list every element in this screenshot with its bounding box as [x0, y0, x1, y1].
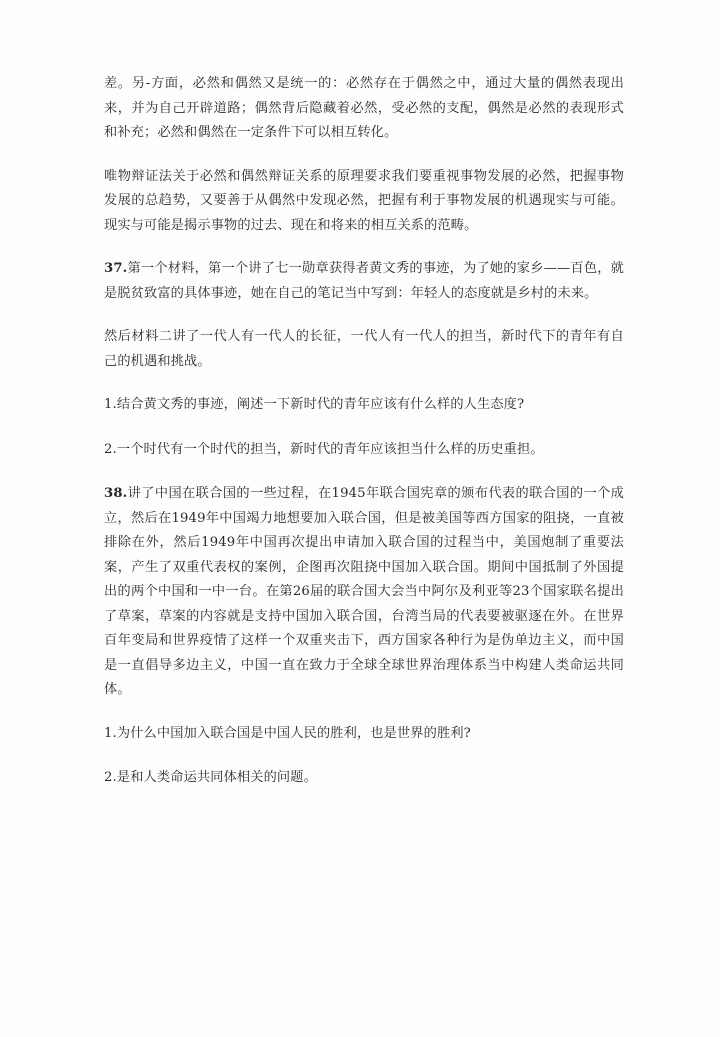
- question-37-sub-2: [104, 438, 624, 463]
- paragraph-dialectics-principle: [104, 165, 624, 239]
- paragraph-text: 讲了中国在联合国的一些过程，在1945年联合国宪章的颁布代表的联合国的一个成立，然后在1949年中国竭力地想要加入联合国，但是被美国等西方国家的阻挠，一直被排除在外，然后1949年中国再次提出申请加入联合国的过程当中，美国炮制了重要法案，产生了双重代表权的案例，企图再次阻挠中国加入联合国。期间中国抵制了外国提出的两个中国和一中一台。在第26届的联合国大会当中阿尔及利亚等23个国家联名提出了草案，草案的内容就是支持中国加入联合国，台湾当局的代表要被驱逐在外。在世界百年变局和世界疫情了这样一个双重夹击下，西方国家各种行为是伪单边主义，而中国是一直倡导多边主义，中国一直在致力于全球全球世界治理体系当中构建人类命运共同体。: [104, 486, 624, 697]
- question-38-material: [104, 482, 624, 703]
- paragraph-text: 唯物辩证法关于必然和偶然辩证关系的原理要求我们要重视事物发展的必然，把握事物发展的总趋势，又要善于从偶然中发现必然，把握有利于事物发展的机遇现实与可能。现实与可能是揭示事物的过去、现在和将来的相互关系的范畴。: [104, 168, 624, 233]
- paragraph-text: 2.一个时代有一个时代的担当，新时代的青年应该担当什么样的历史重担。: [104, 441, 544, 457]
- document-body: [104, 72, 624, 811]
- paragraph-text: 第一个材料，第一个讲了七一勋章获得者黄文秀的事迹，为了她的家乡——百色，就是脱贫致富的具体事迹，她在自己的笔记当中写到：年轻人的态度就是乡村的未来。: [104, 261, 624, 301]
- paragraph-text: 差。另-方面，必然和偶然又是统一的：必然存在于偶然之中，通过大量的偶然表现出来，并为自己开辟道路；偶然背后隐藏着必然，受必然的支配，偶然是必然的表现形式和补充；必然和偶然在一定条件下可以相互转化。: [104, 76, 624, 140]
- question-number: 37.: [104, 261, 128, 276]
- question-37-sub-1: [104, 393, 624, 418]
- paragraph-necessity-chance-unity: [104, 72, 624, 146]
- paragraph-text: 2.是和人类命运共同体相关的问题。: [104, 770, 317, 785]
- paragraph-text: 1.为什么中国加入联合国是中国人民的胜利，也是世界的胜利?: [104, 725, 471, 741]
- question-number: 38.: [104, 486, 128, 501]
- paragraph-text: 然后材料二讲了一代人有一代人的长征，一代人有一代人的担当，新时代下的青年有自己的机遇和挑战。: [104, 329, 624, 369]
- question-37-material: [104, 257, 624, 306]
- paragraph-text: 1.结合黄文秀的事迹，阐述一下新时代的青年应该有什么样的人生态度?: [104, 397, 525, 412]
- question-38-sub-2: [104, 766, 624, 791]
- question-37-material-two: [104, 325, 624, 374]
- question-38-sub-1: [104, 722, 624, 747]
